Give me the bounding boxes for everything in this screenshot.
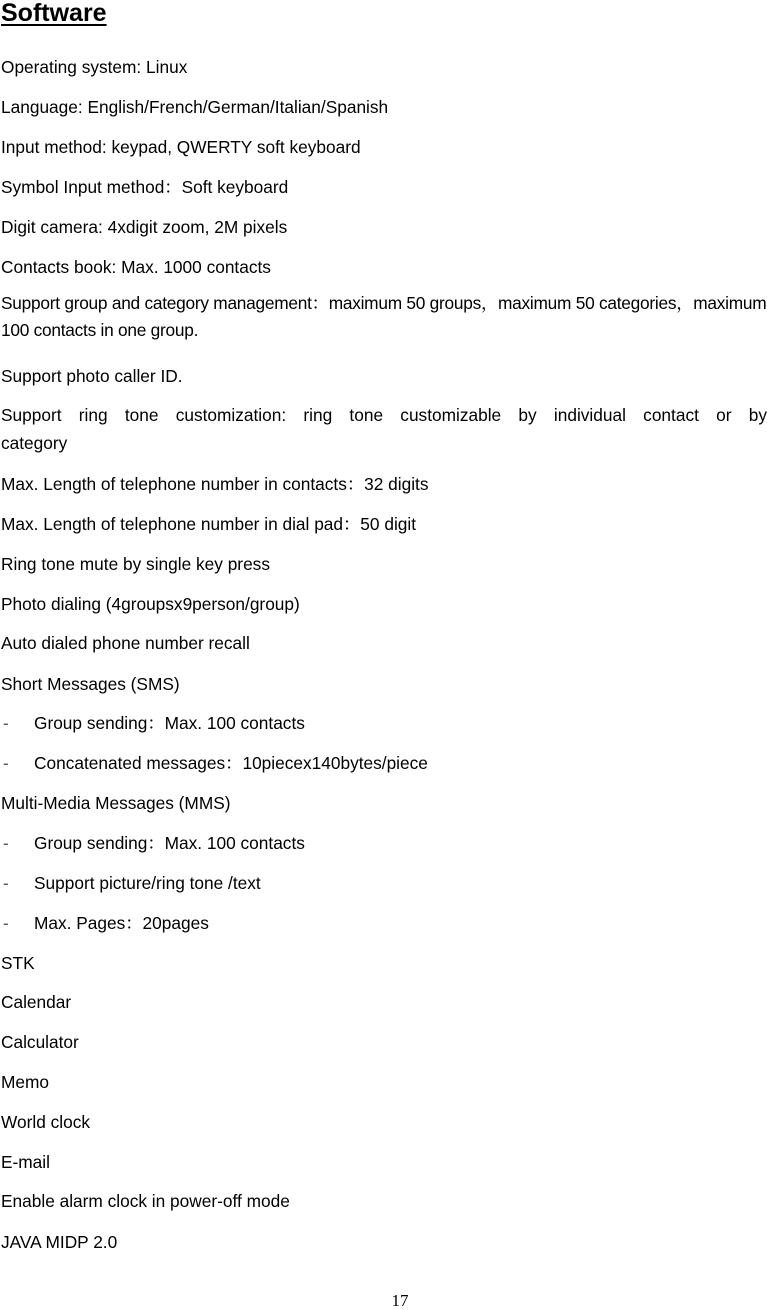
spec-photo-caller-id: Support photo caller ID. [1, 366, 183, 386]
spec-calculator: Calculator [1, 1032, 79, 1052]
spec-world-clock: World clock [1, 1112, 90, 1132]
spec-mms: Multi-Media Messages (MMS) [1, 793, 231, 813]
spec-photo-dialing: Photo dialing (4groupsx9person/group) [1, 594, 300, 614]
mms-item-picture-ringtone: Support picture/ring tone /text [34, 873, 261, 893]
spec-camera: Digit camera: 4xdigit zoom, 2M pixels [1, 217, 288, 237]
spec-calendar: Calendar [1, 992, 72, 1012]
sms-item-concatenated: Concatenated messages：10piecex140bytes/piece [34, 753, 428, 773]
spec-symbol-input: Symbol Input method：Soft keyboard [1, 177, 289, 197]
list-item [1, 713, 305, 733]
spec-max-contacts-number: Max. Length of telephone number in contacts：32 digits [1, 474, 429, 494]
spec-java: JAVA MIDP 2.0 [1, 1232, 118, 1252]
page-number: 17 [391, 1291, 409, 1310]
spec-group-management: Support group and category management：maximum 50 groups，maximum 50 categories，maximum 100 contacts in one group. [1, 293, 767, 340]
mms-item-max-pages: Max. Pages：20pages [34, 913, 209, 933]
list-item [1, 913, 209, 933]
spec-stk: STK [1, 953, 35, 973]
bullet-dash: - [3, 833, 9, 853]
bullet-dash: - [3, 873, 9, 893]
list-item [1, 753, 428, 773]
section-heading: Software [1, 0, 107, 27]
spec-max-dialpad-number: Max. Length of telephone number in dial pad：50 digit [1, 514, 417, 534]
list-item [1, 873, 261, 893]
spec-alarm: Enable alarm clock in power-off mode [1, 1191, 290, 1211]
sms-item-group-sending: Group sending：Max. 100 contacts [34, 713, 305, 733]
bullet-dash: - [3, 713, 9, 733]
spec-memo: Memo [1, 1072, 50, 1092]
spec-sms: Short Messages (SMS) [1, 674, 180, 694]
spec-operating-system: Operating system: Linux [1, 57, 188, 77]
bullet-dash: - [3, 753, 9, 773]
spec-input-method: Input method: keypad, QWERTY soft keyboard [1, 137, 361, 157]
spec-auto-recall: Auto dialed phone number recall [1, 633, 250, 653]
mms-item-group-sending: Group sending：Max. 100 contacts [34, 833, 305, 853]
spec-language: Language: English/French/German/Italian/Spanish [1, 97, 389, 117]
list-item [1, 833, 305, 853]
bullet-dash: - [3, 913, 9, 933]
spec-ring-tone-customization-cont: category [1, 433, 68, 453]
spec-ring-mute: Ring tone mute by single key press [1, 554, 270, 574]
spec-contacts-book: Contacts book: Max. 1000 contacts [1, 257, 271, 277]
spec-email: E-mail [1, 1152, 50, 1172]
spec-ring-tone-customization: Support ring tone customization: ring tone customizable by individual contact or by [1, 405, 767, 425]
